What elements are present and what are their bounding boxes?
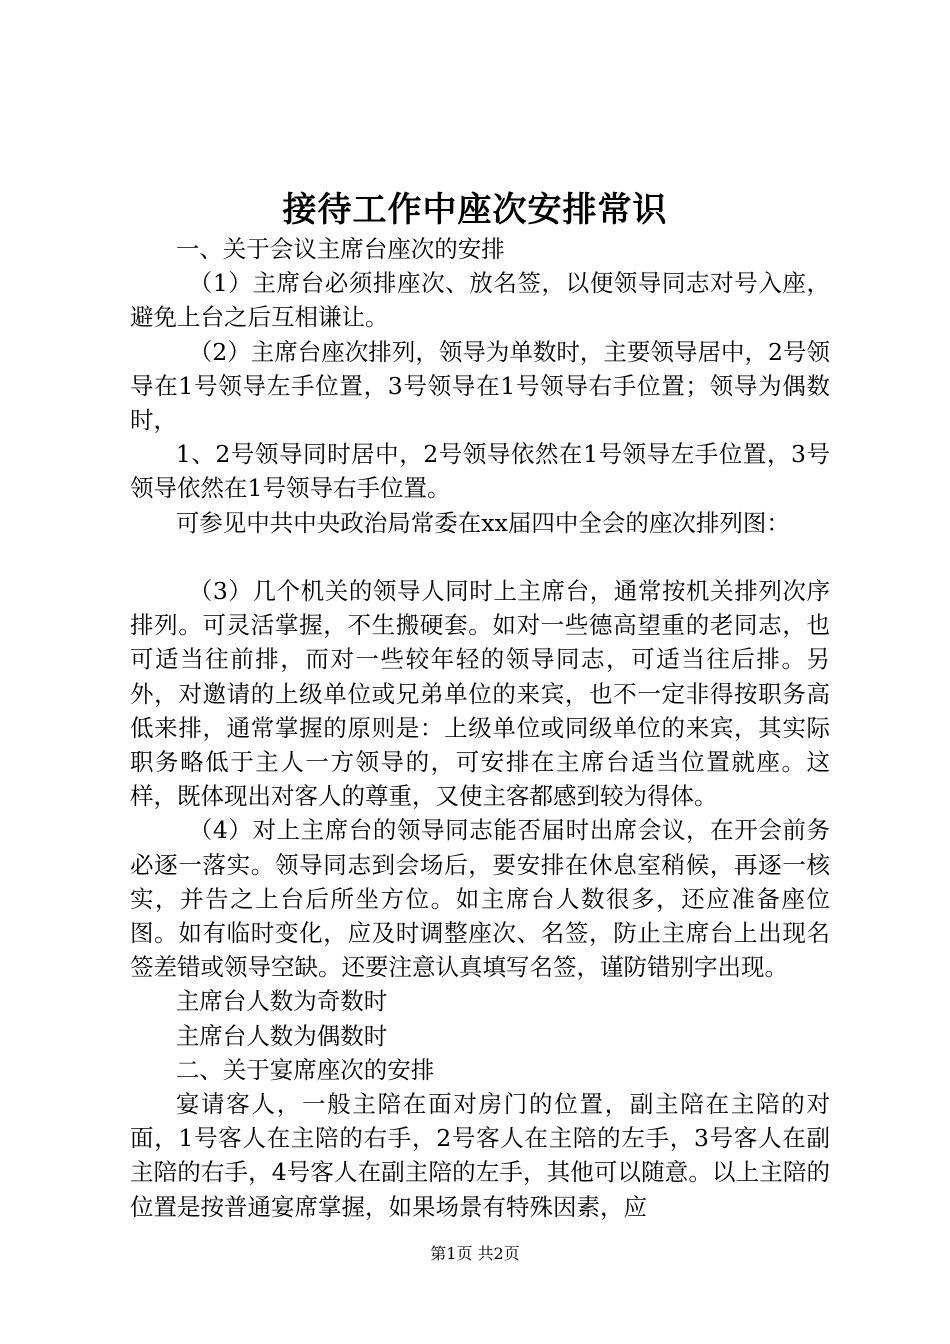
paragraph-figure-reference: 可参见中共中央政治局常委在xx届四中全会的座次排列图： [175, 508, 790, 537]
paragraph-item-4: （4）对上主席台的领导同志能否届时出席会议，在开会前务必逐一落实。领导同志到会场后，要安排在休息室稍候，再逐一核实，并告之上台后所坐方位。如主席台人数很多，还应准备座位图。如有临时变化，应及时调整座次、名签，防止主席台上出现名签差错或领导空缺。还要注意认真填写名签，谨防错别字出现。 [130, 816, 830, 982]
document-title: 接待工作中座次安排常识 [282, 190, 668, 230]
document-body [130, 232, 830, 1224]
section-heading-meeting: 一、关于会议主席台座次的安排 [175, 235, 505, 263]
caption-even-seats: 主席台人数为偶数时 [175, 1021, 388, 1050]
paragraph-item-1: （1）主席台必须排座次、放名签，以便领导同志对号入座，避免上台之后互相谦让。 [130, 269, 830, 332]
paragraph-item-2: （2）主席台座次排列，领导为单数时，主要领导居中，2号领导在1号领导左手位置，3号领导在1号领导右手位置；领导为偶数时， [130, 337, 830, 435]
blank-line [130, 540, 830, 574]
paragraph-item-3: （3）几个机关的领导人同时上主席台，通常按机关排列次序排列。可灵活掌握，不生搬硬套。如对一些德高望重的老同志，也可适当往前排，而对一些较年轻的领导同志，可适当往后排。另外，对邀请的上级单位或兄弟单位的来宾，也不一定非得按职务高低来排，通常掌握的原则是：上级单位或同级单位的来宾，其实际职务略低于主人一方领导的，可安排在主席台适当位置就座。这样，既体现出对客人的尊重，又使主客都感到较为得体。 [130, 577, 830, 811]
paragraph-banquet: 宴请客人，一般主陪在面对房门的位置，副主陪在主陪的对面，1号客人在主陪的右手，2号客人在主陪的左手，3号客人在副主陪的右手，4号客人在副主陪的左手，其他可以随意。以上主陪的位置是按普通宴席掌握，如果场景有特殊因素，应 [130, 1090, 830, 1221]
caption-odd-seats: 主席台人数为奇数时 [175, 987, 388, 1016]
section-heading-banquet: 二、关于宴席座次的安排 [175, 1055, 435, 1084]
paragraph-item-2-continued: 1、2号领导同时居中，2号领导依然在1号领导左手位置，3号领导依然在1号领导右手位置。 [130, 440, 830, 503]
page-footer: 第1页 共2页 [430, 1244, 520, 1263]
